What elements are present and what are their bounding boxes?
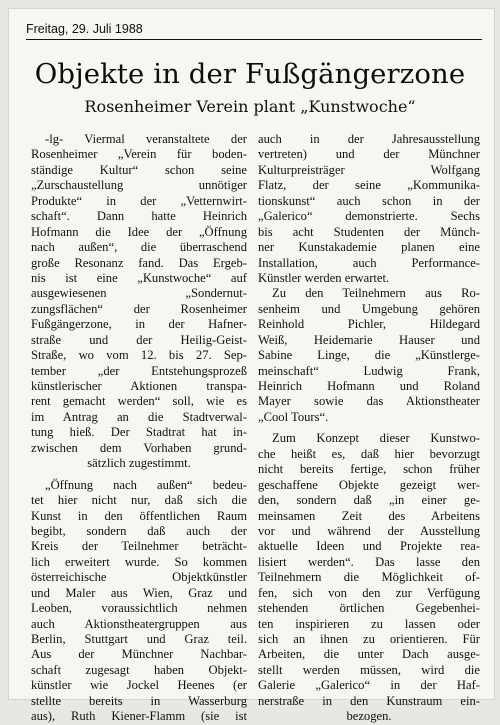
article-text-line: künstler wie Jockel Heenes (er — [31, 678, 247, 693]
article-text-line: Künstler werden erwartet. — [258, 270, 390, 285]
article-text-line: Installation, auch Performance- — [258, 255, 480, 270]
article-text-line: straße und der Heilig-Geist- — [31, 332, 247, 347]
article-text-line: Kulturpreisträger Wolfgang — [258, 162, 480, 177]
article-text-line: ner Kunstakademie planen eine — [258, 240, 480, 255]
article-text-line: nicht bereits fertige, schon früher — [258, 462, 480, 477]
article-text-line: meinschaft“ Ludwig Frank, — [258, 363, 480, 378]
article-text-line: bis acht Studenten der Münch- — [258, 224, 480, 239]
article-text-line: schaft zugesagt haben Objekt- — [31, 662, 247, 677]
article-text-line: meinsamen Zeit des Arbeitens — [258, 508, 480, 523]
article-text-line: senheim und Umgebung gehören — [258, 301, 480, 316]
article-text-line: nerstraße in den Kunstraum ein- — [258, 693, 480, 708]
article-text-line: „Galerico“ demonstrierte. Sechs — [258, 209, 480, 224]
article-text-line: und Maler aus Wien, Graz und — [31, 585, 247, 600]
article-text-line: Teilnehmern die Möglichkeit of- — [258, 570, 480, 585]
article-text-line: Weiß, Heidemarie Hauser und — [258, 332, 480, 347]
article-text-line: auch Aktionstheatergruppen aus — [31, 616, 247, 631]
article-text-line: große Resonanz fand. Das Ergeb- — [31, 255, 247, 270]
article-text-line: künstlerischer Aktionen transpa- — [31, 379, 247, 393]
article-text-line: zwischen dem Vorhaben grund- — [31, 440, 247, 455]
article-text-line: Kreis der Teilnehmer beträcht- — [31, 539, 247, 554]
article-text-line: tet hier nicht nur, daß sich die — [31, 493, 247, 508]
article-column-left — [31, 132, 247, 725]
article-text-line: nis ist eine „Kunstwoche“ auf — [31, 270, 247, 285]
article-text-line: begibt, sondern daß auch der — [31, 523, 247, 538]
dateline: Freitag, 29. Juli 1988 — [26, 22, 143, 36]
article-text-line: sich an ihnen zu orientieren. Für — [258, 632, 480, 646]
article-text-line: Fußgängerzone, in der Hafner- — [31, 317, 247, 332]
article-text-line: Aus der Münchner Nachbar- — [31, 647, 247, 662]
article-text-line: Galerie „Galerico“ in der Haf- — [258, 678, 480, 693]
article-text-line: Produkte“ in der „Vetternwirt- — [31, 193, 247, 208]
article-text-line: auch in der Jahresausstellung — [258, 132, 480, 146]
article-text-line: ständige Kultur“ schon seine — [31, 162, 247, 177]
article-text-line: ausgewiesenen „Sondernut- — [31, 286, 247, 301]
article-text-line: Reinhold Pichler, Hildegard — [258, 317, 480, 332]
article-text-line: österreichische Objektkünstler — [31, 570, 247, 585]
article-text-line: ten inspirieren zu lassen oder — [258, 616, 480, 631]
article-text-line: bezogen. — [346, 709, 392, 724]
article-text-line: rent gemacht werden“ soll, wie es — [31, 394, 247, 409]
article-text-line: „Cool Tours“. — [258, 409, 329, 424]
article-text-line: tionskunst“ auch schon in der — [258, 193, 480, 208]
article-column-right — [258, 132, 480, 725]
article-text-line: tung hieß. Der Stadtrat hat in- — [31, 425, 247, 440]
article-text-line: lich erweitert wurde. So kommen — [31, 554, 247, 569]
article-text-line: Zu den Teilnehmern aus Ro- — [272, 286, 480, 301]
article-text-line: stellte bereits in Wasserburg — [31, 693, 247, 708]
article-text-line: „Zurschaustellung unnötiger — [31, 178, 247, 193]
article-text-line: Heinrich Hofmann und Roland — [258, 379, 480, 393]
article-text-line: Sabine Linge, die „Künstlerge- — [258, 348, 480, 363]
article-text-line: stellt werden müssen, wird die — [258, 662, 480, 677]
article-text-line: „Öffnung nach außen“ bedeu- — [45, 477, 247, 492]
article-text-line: aus), Ruth Kiener-Flamm (sie ist — [31, 709, 247, 724]
article-text-line: stehenden örtlichen Gegebenhei- — [258, 601, 480, 616]
article-text-line: lisiert werden“. Das lasse den — [258, 554, 480, 569]
article-text-line: im Antrag an die Stadtverwal- — [31, 409, 247, 424]
article-text-line: Berlin, Stuttgart und Graz teil. — [31, 632, 247, 646]
headline: Objekte in der Fußgängerzone — [34, 58, 466, 90]
header-rule — [26, 39, 482, 40]
article-text-line: fen, sich von den zur Verfügung — [258, 585, 480, 600]
article-text-line: sätzlich zugestimmt. — [87, 456, 191, 471]
article-text-line: Leoben, voraussichtlich nehmen — [31, 601, 247, 616]
article-text-line: zungsflächen“ der Rosenheimer — [31, 301, 247, 316]
article-text-line: Straße, wo vom 12. bis 27. Sep- — [31, 348, 247, 363]
article-text-line: vor und während der Ausstellung — [258, 523, 480, 538]
subheadline: Rosenheimer Verein plant „Kunstwoche“ — [84, 97, 416, 116]
article-text-line: Zum Konzept dieser Kunstwo- — [272, 431, 480, 446]
article-text-line: geschaffene Objekte gezeigt wer- — [258, 477, 480, 492]
article-text-line: vertreten) und der Münchner — [258, 147, 480, 162]
article-text-line: nach außen“, die überraschend — [31, 240, 247, 255]
article-text-line: Mayer sowie das Aktionstheater — [258, 394, 480, 409]
article-text-line: Arbeiten, die unter Dach ausge- — [258, 647, 480, 662]
article-text-line: Hofmann die Idee der „Öffnung — [31, 224, 247, 239]
article-text-line: -lg- Viermal veranstaltete der — [45, 132, 247, 146]
article-text-line: che heißt es, daß hier bevorzugt — [258, 446, 480, 461]
article-text-line: den, sondern daß „in einer ge- — [258, 493, 480, 508]
article-text-line: Rosenheimer „Verein für boden- — [31, 147, 247, 162]
article-text-line: Kunst in den öffentlichen Raum — [31, 508, 247, 523]
article-text-line: aktuelle Ideen und Projekte rea- — [258, 539, 480, 554]
article-text-line: Flatz, der seine „Kommunika- — [258, 178, 480, 193]
article-text-line: schaft“. Dann hatte Heinrich — [31, 209, 247, 224]
article-text-line: tember „der Entstehungsprozeß — [31, 363, 247, 378]
